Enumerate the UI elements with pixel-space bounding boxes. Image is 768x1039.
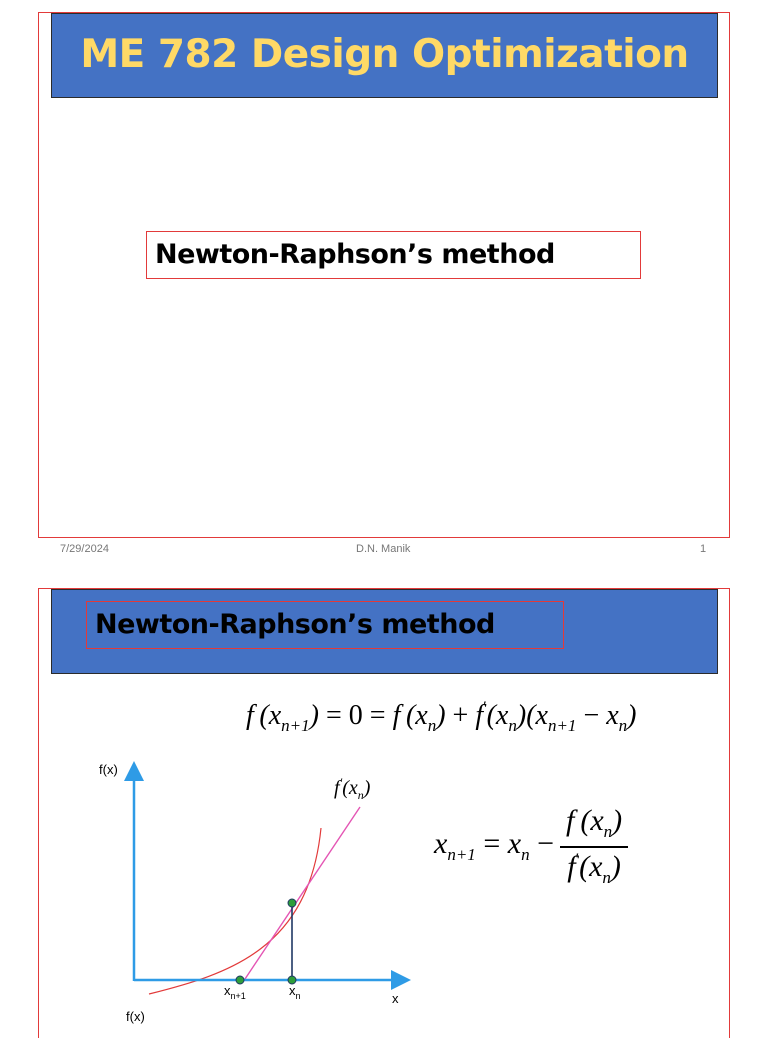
function-curve: [149, 828, 321, 994]
point-xn1-on-axis: [236, 976, 244, 984]
subtitle-box: [146, 231, 641, 279]
slide-title: ME 782 Design Optimization: [80, 32, 689, 77]
slide-1: [38, 12, 730, 538]
tangent-label: $f'(x_n)$: [334, 775, 371, 802]
footer-page-number: 1: [700, 543, 707, 555]
newton-expansion-equation: f $(x_{n+1}) = 0 = f$ $(x_n) + f'(x_n)(x_{n+1} - x_n)$: [246, 699, 637, 735]
x-axis-label: x: [392, 991, 399, 1006]
tangent-line: [243, 807, 360, 982]
title-box: [86, 601, 564, 649]
footer-author: D.N. Manik: [356, 543, 411, 555]
footer-date: 7/29/2024: [60, 543, 109, 555]
slide-2: [38, 588, 730, 1038]
newton-update-equation: $x_{n+1} = x_n$ − $\frac{f (x_n)}{f'(x_n)}$: [434, 804, 628, 888]
point-xn-on-curve: [288, 899, 296, 907]
y-axis-label: f(x): [99, 762, 118, 777]
title-banner-2: [51, 589, 718, 674]
xn1-label: $x_{n+1}$: [224, 983, 246, 1001]
title-banner: [51, 13, 718, 98]
newton-graph: [89, 749, 419, 1039]
curve-label: f(x): [126, 1009, 145, 1024]
xn-label: $x_n$: [289, 983, 301, 1001]
slide-2-title: Newton-Raphson’s method: [95, 609, 495, 640]
slide-subtitle: Newton-Raphson’s method: [155, 239, 555, 270]
